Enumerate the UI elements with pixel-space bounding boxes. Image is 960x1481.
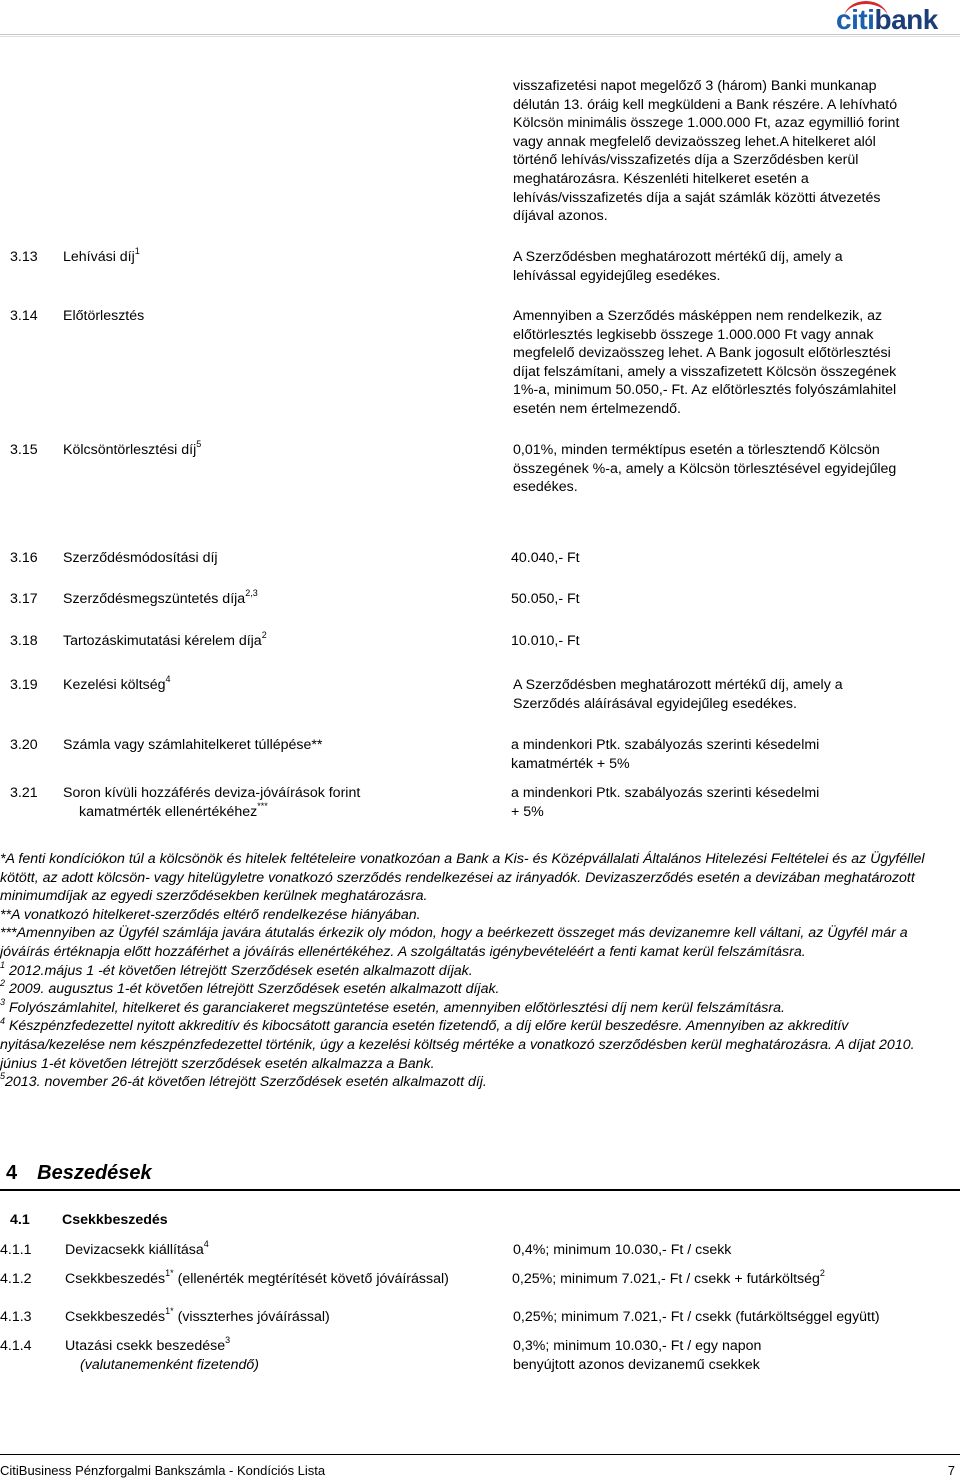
header-divider-secondary bbox=[0, 36, 960, 37]
item-3-18-value: 10.010,- Ft bbox=[511, 633, 580, 649]
item-3-20-value: a mindenkori Ptk. szabályozás szerinti késedelmi kamatmérték + 5% bbox=[511, 737, 820, 772]
footnote-3: $^3$ Folyószámlahitel, hitelkeret és garanciakeret megszüntetése esetén, amennyiben előtörlesztési díj nem kerül felszámításra. bbox=[0, 997, 785, 1016]
item-3-13-value: A Szerződésben meghatározott mértékű díj, amely a lehívással egyidejűleg esedékes. bbox=[513, 249, 843, 284]
item-3-16-value: 40.040,- Ft bbox=[511, 550, 580, 566]
row-number: 4.1.4 bbox=[0, 1338, 32, 1354]
item-number: 3.13 bbox=[10, 249, 38, 265]
footnote-ref: 1 bbox=[134, 246, 140, 257]
item-number: 3.17 bbox=[10, 591, 38, 607]
item-3-17 bbox=[10, 588, 258, 609]
item-number: 3.19 bbox=[10, 677, 38, 693]
intro-paragraph bbox=[513, 77, 953, 226]
row-label-rest: (ellenérték megtérítését követő jóváírással) bbox=[173, 1271, 449, 1287]
subsection-number: 4.1 bbox=[10, 1212, 30, 1228]
item-number: 3.15 bbox=[10, 442, 38, 458]
item-3-18 bbox=[10, 630, 267, 651]
item-3-19-value: A Szerződésben meghatározott mértékű díj, amely a Szerződés aláírásával egyidejűleg esedékes. bbox=[513, 677, 843, 712]
footnote-star2: **A vonatkozó hitelkeret-szerződés eltérő rendelkezése hiányában. bbox=[0, 906, 421, 923]
intro-line: Kölcsön minimális összege 1.000.000 Ft, azaz egymillió forint bbox=[513, 115, 900, 132]
row-4-1-2-value: 0,25%; minimum 7.021,- Ft / csekk + futárköltség$^2$ bbox=[512, 1268, 825, 1287]
row-4-1-4-value: 0,3%; minimum 10.030,- Ft / egy napon benyújtott azonos devizanemű csekkek bbox=[513, 1338, 762, 1373]
footnote-ref: 4 bbox=[165, 674, 171, 685]
item-number: 3.18 bbox=[10, 633, 38, 649]
item-number: 3.14 bbox=[10, 308, 38, 324]
footnote-ref: 2,3 bbox=[245, 588, 258, 599]
item-3-14-value: Amennyiben a Szerződés másképpen nem rendelkezik, az előtörlesztés legkisebb összege 1.000.000 Ft vagy annak megfelelő devizaösszeg lehet. A Bank jogosult előtörlesztési díjat felszámítani, amely a visszafizetett Kölcsön összegének 1%-a, minimum 50.050,- Ft. Az előtörlesztés folyószámlahitel esetén nem értelmezendő. bbox=[513, 308, 897, 417]
item-label: Előtörlesztés bbox=[63, 308, 145, 324]
item-3-15-value: 0,01%, minden terméktípus esetén a törlesztendő Kölcsön összegének %-a, amely a Kölcsön törlesztésével egyidejűleg esedékes. bbox=[513, 442, 897, 496]
header-divider bbox=[0, 34, 960, 35]
footer-document-title: CitiBusiness Pénzforgalmi Bankszámla - Kondíciós Lista bbox=[0, 1463, 326, 1478]
row-4-1-3 bbox=[0, 1306, 330, 1327]
footnote-ref: 5 bbox=[196, 439, 202, 450]
item-label-continued: kamatmérték ellenértékéhez bbox=[79, 803, 258, 820]
row-label-rest: (visszterhes jóváírással) bbox=[173, 1309, 330, 1325]
footnote-star1: *A fenti kondíciókon túl a kölcsönök és hitelek feltételeire vonatkozóan a Bank a Kis- és Középvállalati Általános Hitelezési Feltételei és az Ügyféllel kötött, az adott kölcsön- vagy hitelügyletre vonatkozó szerződés rendelkezései az irányadók. Devizaszerződés esetén a devizában meghatározott minimumdíjak az egyedi szerződésekben kerülnek meghatározásra. bbox=[0, 851, 925, 905]
footnote-4: $^4$ Készpénzfedezettel nyitott akkreditív és kibocsátott garancia esetén fizetendő, a díj előre kerül beszedésre. Amennyiben az akkreditív nyitása/kezelése nem készpénzfedezettel történik, úgy a kezelési költség mértéke a vonatkozó szerződésben kerül meghatározásra. A díjat 2010. június 1-ét követően létrejött szerződések esetén alkalmazza a Bank. bbox=[0, 1015, 915, 1072]
item-label: Szerződésmegszüntetés díja bbox=[63, 591, 246, 607]
row-4-1-3-value: 0,25%; minimum 7.021,- Ft / csekk (futárköltséggel együtt) bbox=[513, 1309, 880, 1325]
footnote-ref: 4 bbox=[203, 1239, 209, 1250]
item-label: Kezelési költség bbox=[63, 677, 166, 693]
item-label: Kölcsöntörlesztési díj bbox=[63, 442, 197, 458]
citibank-logo bbox=[836, 2, 948, 34]
subsection-heading bbox=[10, 1211, 168, 1230]
item-3-14 bbox=[10, 307, 145, 326]
section-number: 4 bbox=[6, 1162, 18, 1184]
item-3-17-value: 50.050,- Ft bbox=[511, 591, 580, 607]
item-number: 3.21 bbox=[10, 785, 38, 801]
footer-divider bbox=[0, 1454, 960, 1455]
footnote-ref: 2 bbox=[819, 1268, 825, 1279]
row-number: 4.1.1 bbox=[0, 1242, 32, 1258]
footnote-5: $^5$2013. november 26-át követően létrejött Szerződések esetén alkalmazott díj. bbox=[0, 1071, 487, 1091]
row-label: Devizacsekk kiállítása bbox=[65, 1242, 204, 1258]
item-label: Soron kívüli hozzáférés deviza-jóváírások forint bbox=[63, 785, 361, 801]
row-number: 4.1.2 bbox=[0, 1271, 32, 1287]
row-4-1-2 bbox=[0, 1268, 449, 1289]
footer-page-number: 7 bbox=[947, 1463, 955, 1478]
logo-citi-text: citi bbox=[836, 4, 875, 35]
item-3-15 bbox=[10, 439, 202, 460]
intro-line: visszafizetési napot megelőző 3 (három) Banki munkanap bbox=[513, 78, 877, 94]
item-3-21-value: a mindenkori Ptk. szabályozás szerinti késedelmi + 5% bbox=[511, 785, 820, 820]
item-3-21 bbox=[10, 784, 361, 820]
section-heading bbox=[6, 1160, 152, 1186]
footnote-ref: 3 bbox=[225, 1335, 231, 1346]
logo-bank-text: bank bbox=[874, 4, 938, 35]
item-label: Számla vagy számlahitelkeret túllépése** bbox=[63, 737, 323, 753]
footnote-1: $^1$ 2012.május 1 -ét követően létrejött Szerződések esetén alkalmazott díjak. bbox=[0, 959, 473, 979]
section-title: Beszedések bbox=[37, 1162, 152, 1184]
intro-line: délután 13. óráig kell megküldeni a Bank részére. A lehívható bbox=[513, 96, 898, 113]
footnote-ref: 1* bbox=[165, 1268, 174, 1279]
section-divider bbox=[0, 1189, 960, 1191]
footnote-ref: 2 bbox=[261, 630, 267, 641]
item-3-19 bbox=[10, 674, 171, 695]
item-3-20 bbox=[10, 736, 323, 755]
item-3-16 bbox=[10, 549, 218, 568]
item-label: Tartozáskimutatási kérelem díja bbox=[63, 633, 262, 649]
intro-line: lehívás/visszafizetés díja a saját számlák közötti átvezetés bbox=[513, 189, 881, 206]
footnotes bbox=[0, 850, 930, 1092]
footnote-ref: 1* bbox=[165, 1306, 174, 1317]
row-label: Utazási csekk beszedése bbox=[65, 1338, 226, 1354]
item-number: 3.20 bbox=[10, 737, 38, 753]
row-label-continued: (valutanemenként fizetendő) bbox=[80, 1356, 260, 1373]
row-label: Csekkbeszedés bbox=[65, 1309, 166, 1325]
item-label: Lehívási díj bbox=[63, 249, 135, 265]
item-label: Szerződésmódosítási díj bbox=[63, 550, 218, 566]
footnote-ref: *** bbox=[257, 800, 268, 811]
row-4-1-1 bbox=[0, 1239, 209, 1260]
footnote-star3: ***Amennyiben az Ügyfél számlája javára átutalás érkezik oly módon, hogy a beérkezett összeget más devizanemre kell váltani, az Ügyfél már a jóváírás értéknapja előtt hozzáférhet a jóváírás ellenértékéhez. A szolgáltatás igénybevételéért a fenti kamat kerül felszámításra. bbox=[0, 925, 908, 960]
row-label: Csekkbeszedés bbox=[65, 1271, 166, 1287]
item-number: 3.16 bbox=[10, 550, 38, 566]
intro-line: történő lehívás/visszafizetés díja a Szerződésben kerül bbox=[513, 152, 859, 169]
row-4-1-1-value: 0,4%; minimum 10.030,- Ft / csekk bbox=[513, 1242, 732, 1258]
row-number: 4.1.3 bbox=[0, 1309, 32, 1325]
intro-line: vagy annak megfelelő devizaösszeg lehet.A hitelkeret alól bbox=[513, 133, 876, 150]
row-4-1-4 bbox=[0, 1335, 260, 1373]
intro-line: meghatározásra. Készenléti hitelkeret esetén a bbox=[513, 170, 809, 187]
subsection-title: Csekkbeszedés bbox=[62, 1212, 168, 1228]
footnote-2: $^2$ 2009. augusztus 1-ét követően létrejött Szerződések esetén alkalmazott díjak. bbox=[0, 978, 500, 998]
intro-line: díjával azonos. bbox=[513, 208, 608, 225]
item-3-13 bbox=[10, 246, 140, 267]
